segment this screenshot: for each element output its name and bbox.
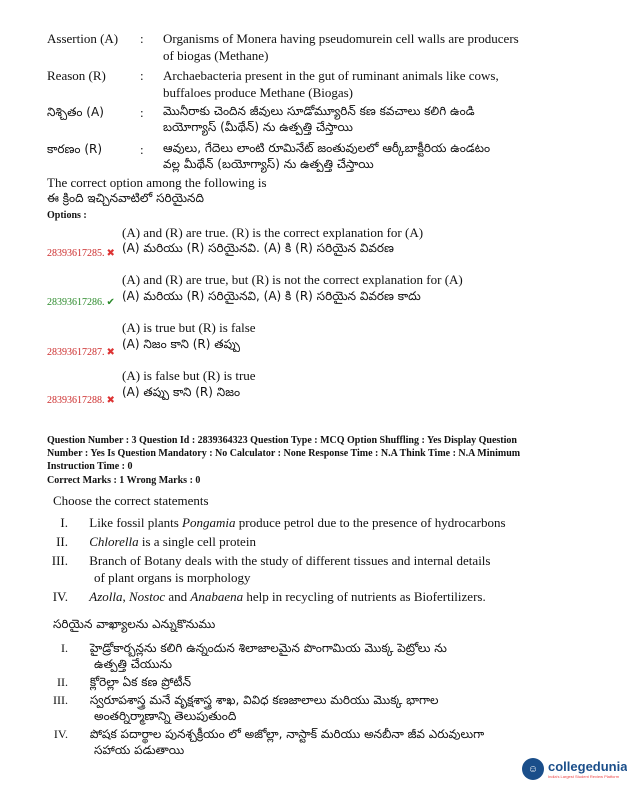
statements-te: I. హైడ్రోకార్బన్లను కలిగి ఉన్నందున శిలాజాలమైన పొంగామియ మొక్క పెట్రోలు ను ఉత్పత్తి చేయును II. క్లోరెల్లా ఏక కణ ప్రోటీన్ III. స్వరూపశాస్త్ర మనే వృక్షశాస్త్ర శాఖ, వివిధ కణజాలాలు మరియు మొక్క భాగాల అంతర్నిర్మాణాన్ని తెలుపుతుంది IV. పోషక పదార్థాల పునశ్చక్రీయం లో అజోల్లా, నాస్టాక్ మరియు అనబీనా జీవ ఎరువులుగా సహాయ పడుతాయి [38,640,598,758]
reason-text-te: ఆవులు, గేదెలు లాంటి రూమినేట్ జంతువులలో ఆర్కీబాక్టీరియ ఉండటం వల్ల మీథేన్ (బయోగ్యాస్) ను ఉత్పత్తి చేస్తాయి [163,141,491,171]
statement-en: IV. Azolla, Nostoc and Anabaena help in recycling of nutrients as Biofertilizers. [52,589,486,604]
logo-tagline: India's Largest Student Review Platform [548,774,620,779]
q3-prompt-te: సరియైన వాఖ్యాలను ఎన్నుకొనుము [53,617,216,631]
option-2-id: 28393617286. ✔ [47,297,115,308]
option-2-en: (A) and (R) are true, but (R) is not the correct explanation for (A) [122,272,463,287]
statement-te: II. క్లోరెల్లా ఏక కణ ప్రోటీన్ [57,675,192,689]
statement-en: I. Like fossil plants Pongamia produce petrol due to the presence of hydrocarbons [60,515,506,530]
reason-label: Reason (R) [47,68,106,83]
option-4-en: (A) is false but (R) is true [122,368,256,383]
assertion-label-te: నిశ్చితం (A) [47,105,104,119]
option-1-id: 28393617285. ✖ [47,248,115,259]
prompt-en: The correct option among the following is [47,175,267,190]
logo-mascot-icon: ☺ [522,758,544,780]
collegedunia-logo [522,758,627,780]
statements-en: I. Like fossil plants Pongamia produce petrol due to the presence of hydrocarbons II. Chlorella is a single cell protein III. Branch of Botany deals with the study of different tissues and internal details of plant organs is morphology IV. Azolla, Nostoc and Anabaena help in recycling of nutrients as Biofertilizers. [38,514,598,605]
check-icon: ✔ [106,297,115,308]
options-label: Options : [47,210,87,221]
q3-prompt-en: Choose the correct statements [53,493,209,508]
separator: : [140,105,144,120]
reason-label-te: కారణం (R) [47,142,103,156]
assertion-text-te: మొనీరాకు చెందిన జీవులు సూడోమ్యూరిన్ కణ కవచాలు కలిగి ఉండి బయోగ్యాస్ (మీథేన్) ను ఉత్పత్తి చేస్తాయి [163,104,475,134]
option-3-id: 28393617287. ✖ [47,347,115,358]
logo-name: collegedunia [548,759,627,774]
option-3-en: (A) is true but (R) is false [122,320,256,335]
prompt-te: ఈ క్రింది ఇచ్చినవాటిలో సరియైనది [47,191,204,205]
option-2-te: (A) మరియు (R) సరియైనవి, (A) కి (R) సరియైన వివరణ కాదు [122,289,421,303]
statement-te: I. హైడ్రోకార్బన్లను కలిగి ఉన్నందున శిలాజాలమైన పొంగామియ మొక్క పెట్రోలు ను [61,641,447,655]
statement-en: III. Branch of Botany deals with the study of different tissues and internal details [51,553,491,568]
assertion-text: Organisms of Monera having pseudomurein cell walls are producers of biogas (Methane) [163,31,519,63]
separator: : [140,142,144,157]
cross-icon: ✖ [106,347,115,358]
cross-icon: ✖ [106,395,115,406]
statement-te: III. స్వరూపశాస్త్ర మనే వృక్షశాస్త్ర శాఖ, వివిధ కణజాలాలు మరియు మొక్క భాగాల [53,693,439,707]
statement-te: IV. పోషక పదార్థాల పునశ్చక్రీయం లో అజోల్లా, నాస్టాక్ మరియు అనబీనా జీవ ఎరువులుగా [53,727,485,741]
option-3-te: (A) నిజం కాని (R) తప్పు [122,337,241,351]
separator: : [140,31,144,46]
reason-text: Archaebacteria present in the gut of ruminant animals like cows, buffaloes produce Methane (Biogas) [163,68,499,100]
cross-icon: ✖ [106,248,115,259]
question-meta: Question Number : 3 Question Id : 2839364323 Question Type : MCQ Option Shuffling : Yes Display Question Number : Yes Is Question Mandatory : No Calculator : None Response Time : N.A Think Time : N.A Minimum Instruction Time : 0 [47,435,521,472]
marks-line: Correct Marks : 1 Wrong Marks : 0 [47,475,201,486]
option-1-en: (A) and (R) are true. (R) is the correct explanation for (A) [122,225,424,240]
assertion-label: Assertion (A) [47,31,119,46]
option-1-te: (A) మరియు (R) సరియైనవి. (A) కి (R) సరియైన వివరణ [122,241,394,255]
option-4-id: 28393617288. ✖ [47,395,115,406]
option-4-te: (A) తప్పు కాని (R) నిజం [122,385,241,399]
statement-en: II. Chlorella is a single cell protein [56,534,256,549]
separator: : [140,68,144,83]
